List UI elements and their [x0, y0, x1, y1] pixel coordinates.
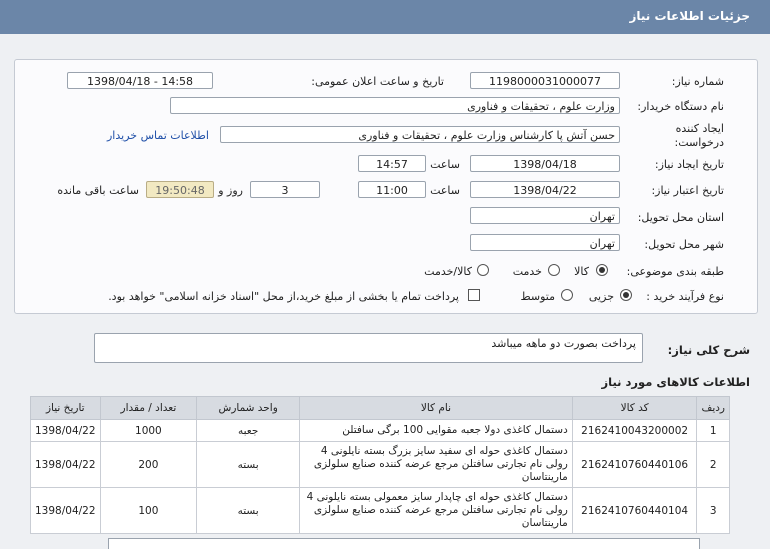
row-number: 1 [697, 420, 730, 442]
category-label: طبقه بندی موضوعی: [626, 265, 724, 278]
purchase-medium-radio[interactable] [561, 289, 573, 301]
items-table [30, 396, 730, 534]
validity-date-field[interactable]: 1398/04/22 [470, 181, 620, 198]
items-table-header [31, 397, 730, 420]
item-unit: بسته [197, 442, 300, 488]
table-row[interactable] [31, 420, 730, 442]
item-date: 1398/04/22 [31, 488, 101, 534]
item-qty: 200 [100, 442, 197, 488]
col-row: ردیف [697, 397, 730, 420]
announce-label: تاریخ و ساعت اعلان عمومی: [311, 75, 444, 88]
col-date: تاریخ نیاز [31, 397, 101, 420]
remaining-time-field: 19:50:48 [146, 181, 214, 198]
item-name: دستمال کاغذی دولا جعبه مقوایی 100 برگی سافتلن [300, 420, 573, 442]
city-label: شهر محل تحویل: [644, 238, 724, 251]
col-unit: واحد شمارش [197, 397, 300, 420]
item-name: دستمال کاغذی حوله ای چاپدار سایز معمولی بسته نایلونی 4 رولی نام تجارتی سافتلن مرجع عرضه کننده صنایع سلولزی مارینتاسان [300, 488, 573, 534]
create-time-label: ساعت [430, 158, 460, 171]
category-service-radio[interactable] [548, 264, 560, 276]
remaining-label: ساعت باقی مانده [57, 184, 139, 197]
description-label: شرح کلی نیاز: [667, 343, 750, 357]
page-title: جزئیات اطلاعات نیاز [629, 9, 750, 23]
validity-label: تاریخ اعتبار نیاز: [651, 184, 724, 197]
treasury-payment-note: پرداخت تمام یا بخشی از مبلغ خرید،از محل "اسناد خزانه اسلامی" خواهد بود. [108, 290, 459, 303]
item-date: 1398/04/22 [31, 420, 101, 442]
category-service-label: خدمت [512, 265, 542, 278]
create-time-field[interactable]: 14:57 [358, 155, 426, 172]
creator-field[interactable]: حسن آتش پا کارشناس وزارت علوم ، تحقیقات و فناوری [220, 126, 620, 143]
city-field[interactable]: تهران [470, 234, 620, 251]
buyer-org-label: نام دستگاه خریدار: [637, 100, 724, 113]
create-date-field[interactable]: 1398/04/18 [470, 155, 620, 172]
create-date-label: تاریخ ایجاد نیاز: [654, 158, 724, 171]
validity-time-label: ساعت [430, 184, 460, 197]
col-code: کد کالا [572, 397, 697, 420]
announce-field[interactable]: 1398/04/18 - 14:58 [67, 72, 213, 89]
item-unit: جعبه [197, 420, 300, 442]
category-both-radio[interactable] [477, 264, 489, 276]
purchase-minor-radio[interactable] [620, 289, 632, 301]
province-field[interactable]: تهران [470, 207, 620, 224]
table-row[interactable] [31, 488, 730, 534]
days-field[interactable]: 3 [250, 181, 320, 198]
purchase-medium-label: متوسط [520, 290, 555, 303]
item-unit: بسته [197, 488, 300, 534]
buyer-contact-link[interactable]: اطلاعات تماس خریدار [107, 129, 209, 142]
category-both-label: کالا/خدمت [424, 265, 472, 278]
category-goods-label: کالا [574, 265, 589, 278]
row-number: 2 [697, 442, 730, 488]
need-number-label: شماره نیاز: [671, 75, 724, 88]
province-label: استان محل تحویل: [637, 211, 724, 224]
item-code: 2162410760440106 [572, 442, 697, 488]
row-number: 3 [697, 488, 730, 534]
category-goods-radio[interactable] [596, 264, 608, 276]
col-name: نام کالا [300, 397, 573, 420]
purchase-minor-label: جزیی [588, 290, 614, 303]
item-code: 2162410760440104 [572, 488, 697, 534]
items-section-title: اطلاعات کالاهای مورد نیاز [601, 375, 750, 389]
days-label: روز و [218, 184, 243, 197]
description-box: پرداخت بصورت دو ماهه میباشد [94, 333, 643, 363]
col-qty: تعداد / مقدار [100, 397, 197, 420]
need-number-field[interactable]: 1198000031000077 [470, 72, 620, 89]
treasury-payment-checkbox[interactable] [468, 289, 480, 301]
creator-label-2: درخواست: [674, 136, 724, 149]
item-name: دستمال کاغذی حوله ای سفید سایز بزرگ بسته نایلونی 4 رولی نام تجارتی سافتلن مرجع عرضه کننده صنایع سلولزی مارینتاسان [300, 442, 573, 488]
buyer-org-field[interactable]: وزارت علوم ، تحقیقات و فناوری [170, 97, 620, 114]
table-row[interactable] [31, 442, 730, 488]
item-date: 1398/04/22 [31, 442, 101, 488]
item-qty: 1000 [100, 420, 197, 442]
item-code: 2162410043200002 [572, 420, 697, 442]
title-bar [0, 0, 770, 34]
validity-time-field[interactable]: 11:00 [358, 181, 426, 198]
item-qty: 100 [100, 488, 197, 534]
creator-label-1: ایجاد کننده [675, 122, 724, 135]
next-section-box [108, 538, 700, 549]
purchase-type-label: نوع فرآیند خرید : [646, 290, 724, 303]
